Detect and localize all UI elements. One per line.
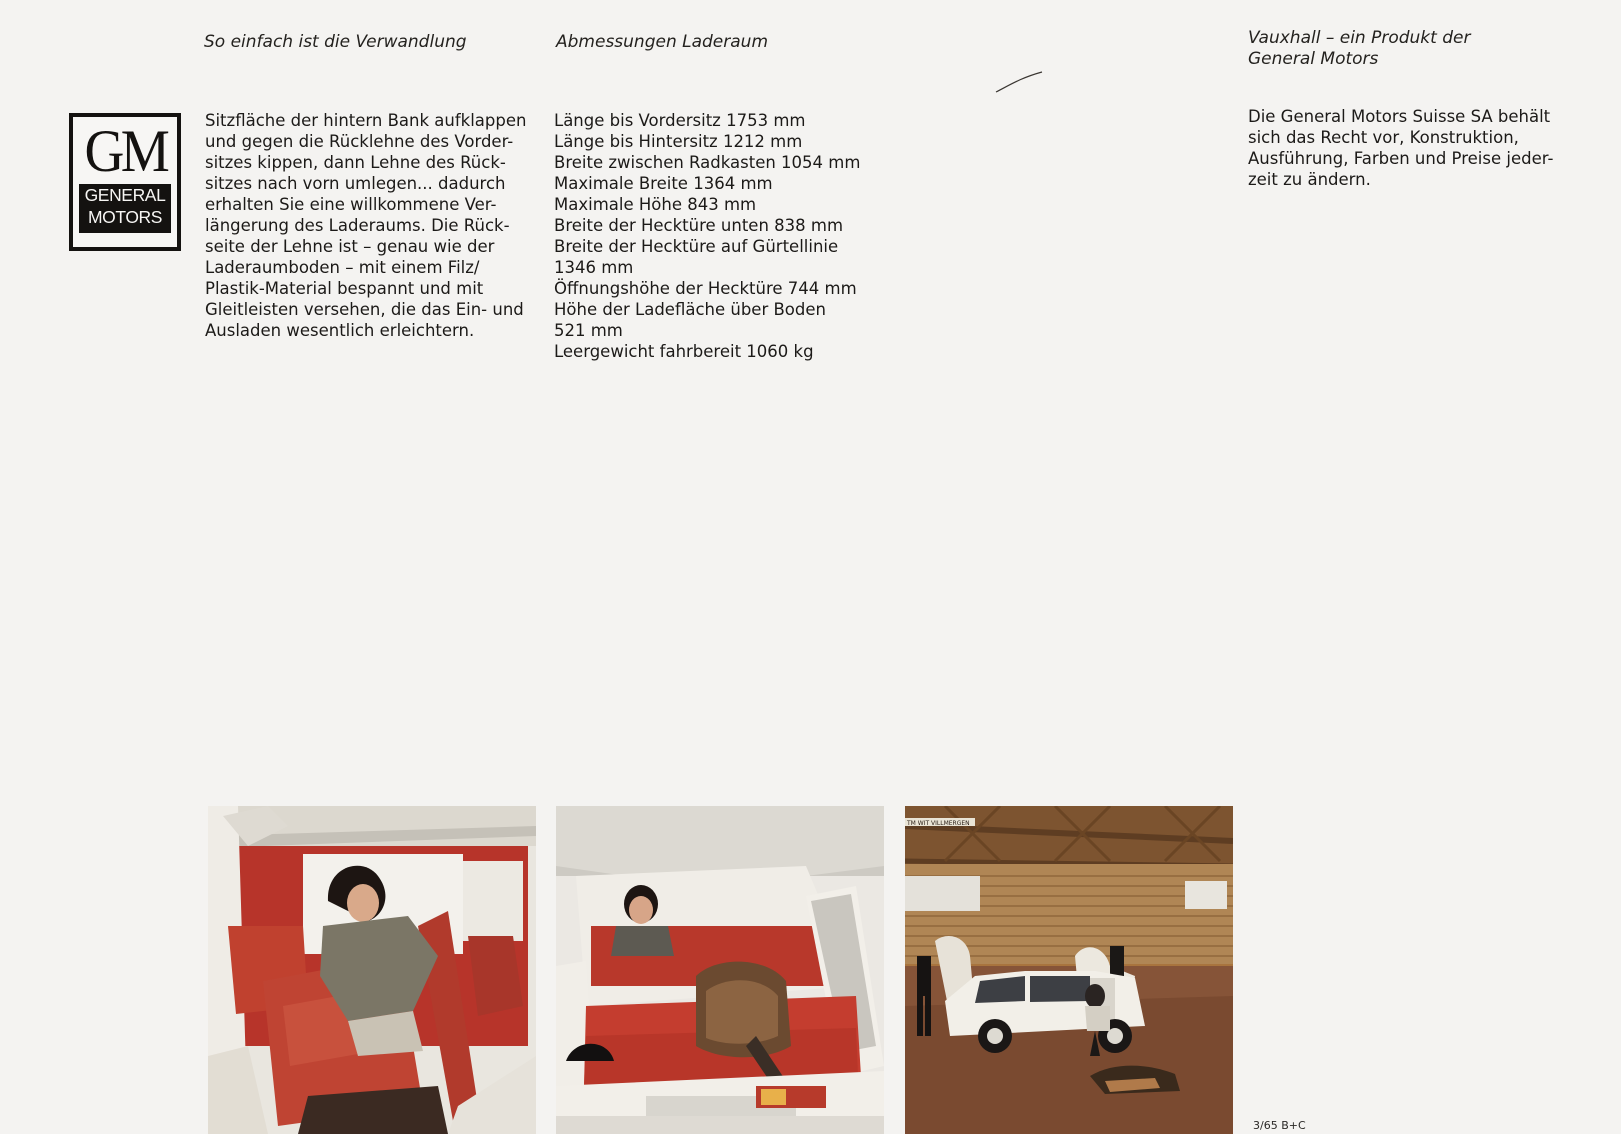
spec-line: Länge bis Vordersitz 1753 mm <box>554 111 806 130</box>
spec-line: Höhe der Ladefläche über Boden <box>554 300 826 319</box>
photo-riding-hall <box>905 806 1233 1134</box>
rights-reserved-text: Die General Motors Suisse SA behält sich das Recht vor, Konstruktion, Ausführung, Farben und Preise jeder- zeit zu ändern. <box>1248 107 1554 189</box>
spec-line: Maximale Breite 1364 mm <box>554 174 773 193</box>
gm-logo-frame <box>73 117 177 247</box>
print-code: 3/65 B+C <box>1253 1119 1306 1132</box>
spec-line: Öffnungshöhe der Hecktüre 744 mm <box>554 279 857 298</box>
photo-rear-seat-image <box>208 806 536 1134</box>
hall-sign-text: TM WIT VILLMERGEN <box>907 820 970 827</box>
cargo-dimensions-heading: Abmessungen Laderaum <box>556 32 769 52</box>
pen-mark <box>994 70 1044 96</box>
photo-riding-hall-image <box>905 806 1233 1134</box>
spec-line: Breite der Hecktüre unten 838 mm <box>554 216 844 235</box>
spec-line: Länge bis Hintersitz 1212 mm <box>554 132 803 151</box>
spec-line: 521 mm <box>554 321 623 340</box>
cargo-dimensions-list <box>554 110 860 362</box>
photo-rear-seat <box>208 806 536 1134</box>
spec-line: Breite der Hecktüre auf Gürtellinie <box>554 237 839 256</box>
gm-logo-mark: GM <box>84 118 166 184</box>
spec-line: Maximale Höhe 843 mm <box>554 195 757 214</box>
photo-tailgate-cargo-image <box>556 806 884 1134</box>
photo-tailgate-cargo <box>556 806 884 1134</box>
spec-line: Breite zwischen Radkasten 1054 mm <box>554 153 861 172</box>
spec-line: Leergewicht fahrbereit 1060 kg <box>554 342 814 361</box>
gm-logo <box>69 113 181 251</box>
vauxhall-gm-heading: Vauxhall – ein Produkt der General Motors <box>1248 28 1471 69</box>
conversion-heading: So einfach ist die Verwandlung <box>204 32 467 52</box>
spec-line: 1346 mm <box>554 258 634 277</box>
gm-logo-word-general: GENERAL <box>79 184 171 206</box>
conversion-text: Sitzfläche der hintern Bank aufklappen und gegen die Rücklehne des Vorder- sitzes kippen, dann Lehne des Rück- sitzes nach vorn umlegen... dadurch erhalten Sie eine willkommene Ver- längerung des Laderaums. Die Rück- seite der Lehne ist – genau wie der Laderaumboden – mit einem Filz/ Plastik-Material bespannt und mit Gleitleisten versehen, die das Ein- und Ausladen wesentlich erleichtern. <box>205 111 527 340</box>
gm-logo-word-motors: MOTORS <box>79 206 171 233</box>
